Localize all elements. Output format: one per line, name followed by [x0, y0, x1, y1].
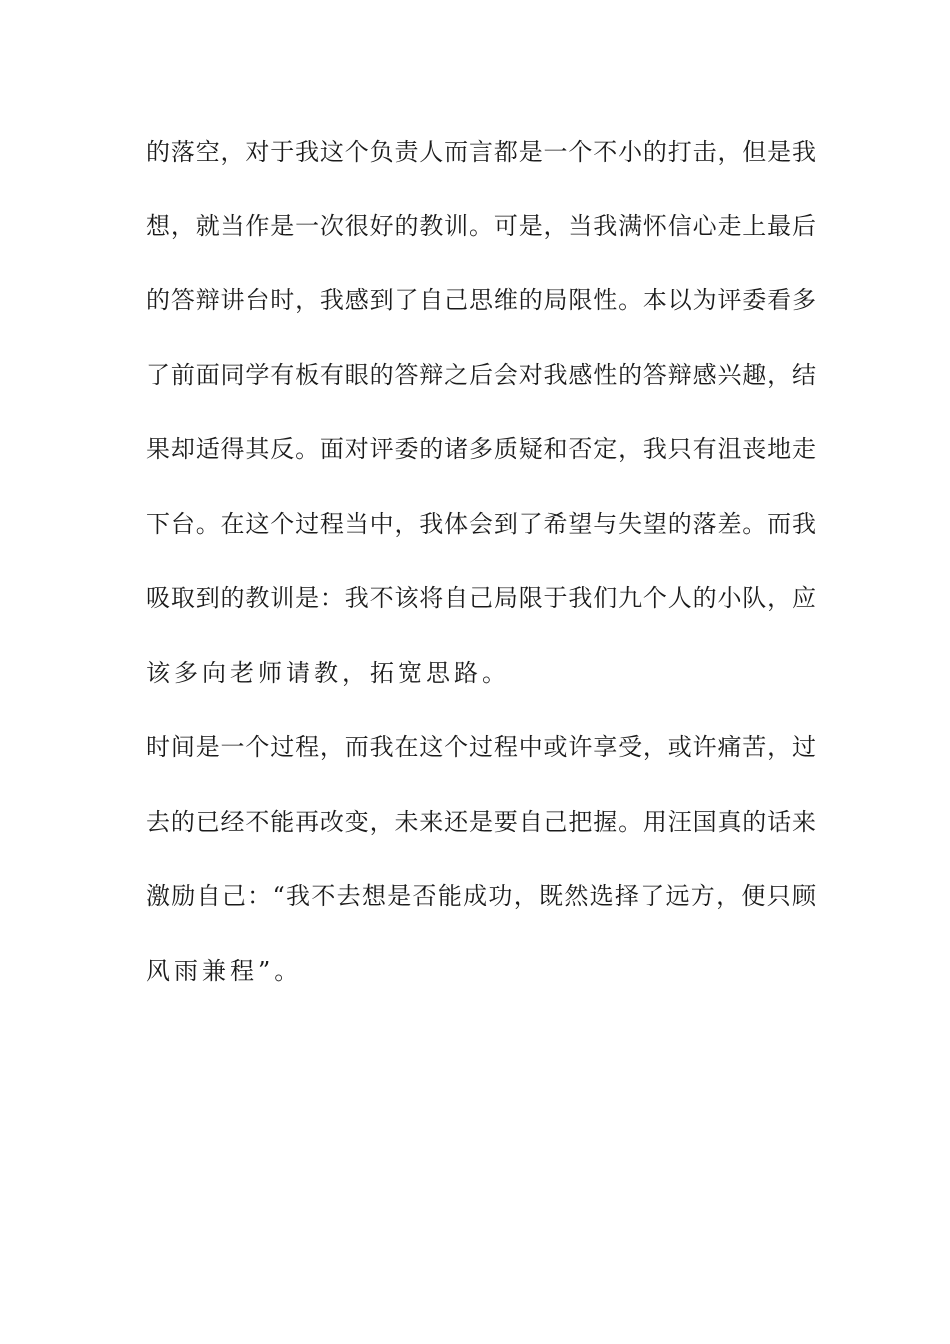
- text-line: 的落空，对于我这个负责人而言都是一个不小的打击，但是我: [146, 138, 816, 166]
- text-line: 的答辩讲台时，我感到了自己思维的局限性。本以为评委看多: [146, 286, 816, 314]
- text-line: 风雨兼程”。: [146, 957, 303, 985]
- text-line: 想，就当作是一次很好的教训。可是，当我满怀信心走上最后: [146, 212, 816, 240]
- text-line: 果却适得其反。面对评委的诸多质疑和否定，我只有沮丧地走: [146, 435, 816, 463]
- text-line: 吸取到的教训是：我不该将自己局限于我们九个人的小队，应: [146, 584, 816, 612]
- text-line: 了前面同学有板有眼的答辩之后会对我感性的答辩感兴趣，结: [146, 361, 816, 389]
- text-line: 去的已经不能再改变，未来还是要自己把握。用汪国真的话来: [146, 808, 816, 836]
- text-line: 激励自己：“我不去想是否能成功，既然选择了远方，便只顾: [146, 882, 816, 910]
- text-line: 该多向老师请教，拓宽思路。: [146, 659, 510, 687]
- text-line: 时间是一个过程，而我在这个过程中或许享受，或许痛苦，过: [146, 733, 816, 761]
- text-line: 下台。在这个过程当中，我体会到了希望与失望的落差。而我: [146, 510, 816, 538]
